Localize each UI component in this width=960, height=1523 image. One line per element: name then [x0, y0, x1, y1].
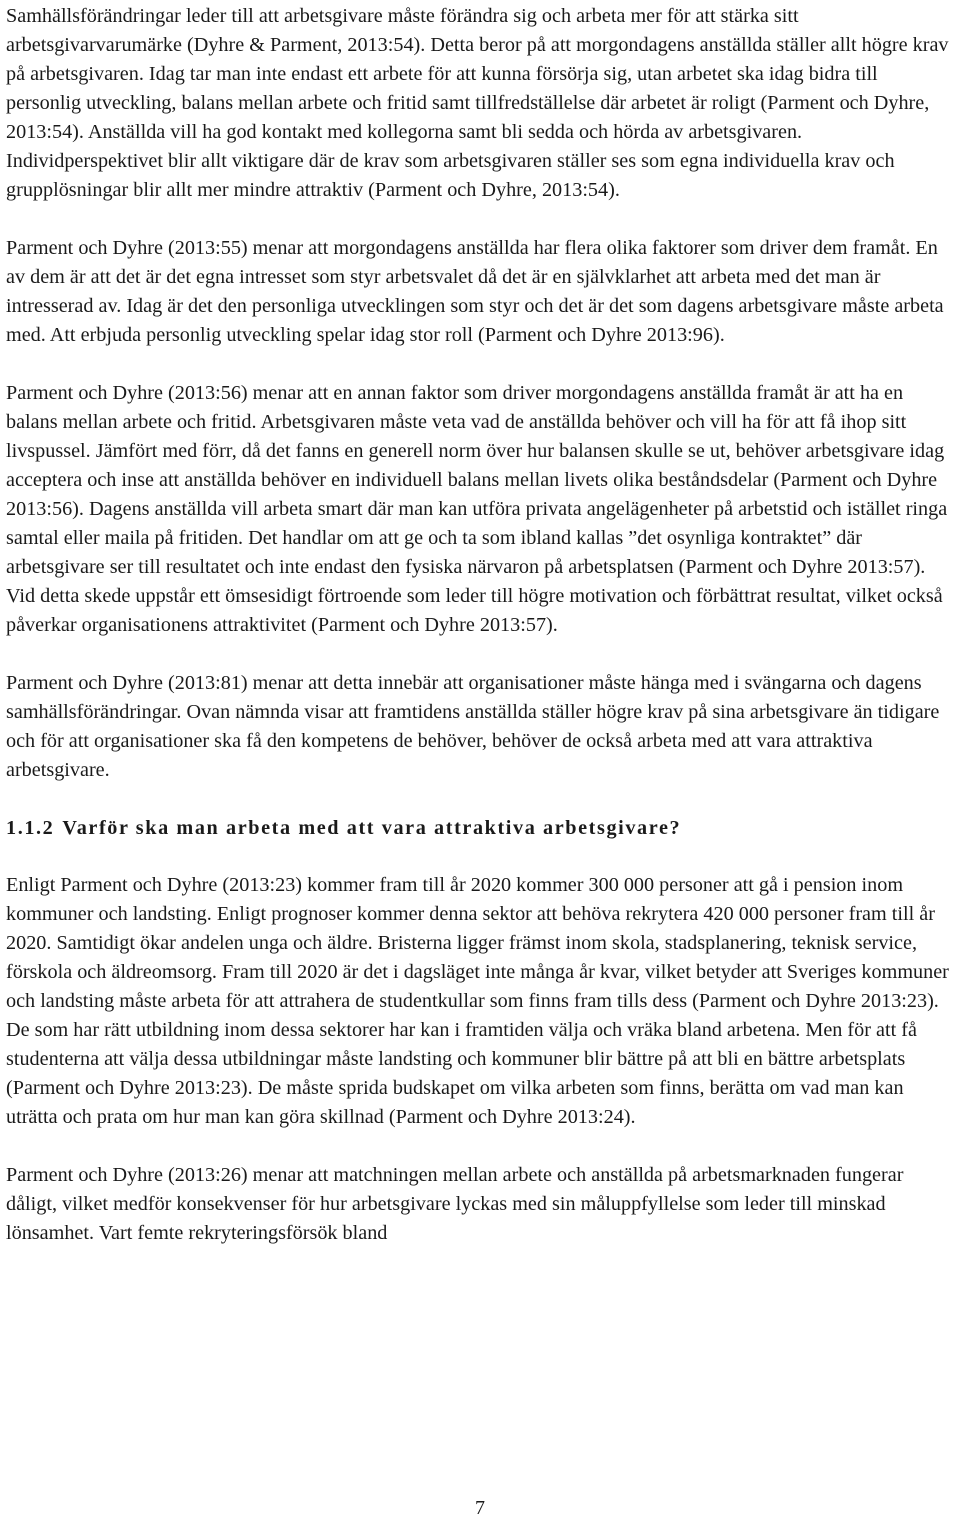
paragraph-5: Enligt Parment och Dyhre (2013:23) kommer fram till år 2020 kommer 300 000 personer att gå i pension inom kommuner och landsting. Enligt prognoser kommer denna sektor att behöva rekrytera 420 000 personer fram till år 2020. Samtidigt ökar andelen unga och äldre. Bristerna ligger främst inom skola, stadsplanering, teknisk service, förskola och äldreomsorg. Fram till 2020 är det i dagsläget inte många år kvar, vilket betyder att Sveriges kommuner och landsting måste arbeta för att attrahera de studentkullar som finns fram tills dess (Parment och Dyhre 2013:23). De som har rätt utbildning inom dessa sektorer har kan i framtiden välja och vräka bland arbetena. Men för att få studenterna att välja dessa utbildningar måste landsting och kommuner blir bättre på att bli en bättre arbetsplats (Parment och Dyhre 2013:23). De måste sprida budskapet om vilka arbeten som finns, berätta om vad man kan uträtta och prata om hur man kan göra skillnad (Parment och Dyhre 2013:24).: [6, 874, 949, 1128]
paragraph-2: Parment och Dyhre (2013:55) menar att morgondagens anställda har flera olika faktorer som driver dem framåt. En av dem är att det är det egna intresset som styr arbetsvalet då det är en självklarhet att arbeta med det man är intresserad av. Idag är det den personliga utvecklingen som styr och det är det som dagens arbetsgivare måste arbeta med. Att erbjuda personlig utveckling spelar idag stor roll (Parment och Dyhre 2013:96).: [6, 237, 944, 346]
page-number: 7: [475, 1497, 485, 1519]
paragraph-6: Parment och Dyhre (2013:26) menar att matchningen mellan arbete och anställda på arbetsmarknaden fungerar dåligt, vilket medför konsekvenser för hur arbetsgivare lyckas med sin måluppfyllelse som leder till minskad lönsamhet. Vart femte rekryteringsförsök bland: [6, 1164, 904, 1244]
section-heading: [6, 814, 956, 843]
paragraph-4: Parment och Dyhre (2013:81) menar att detta innebär att organisationer måste hänga med i svängarna och dagens samhällsförändringar. Ovan nämnda visar att framtidens anställda ställer högre krav på sina arbetsgivare än tidigare och för att organisationer ska få den kompetens de behöver, behöver de också arbeta med att vara attraktiva arbetsgivare.: [6, 672, 940, 781]
section-title: Varför ska man arbeta med att vara attraktiva arbetsgivare?: [62, 817, 682, 839]
paragraph-1: Samhällsförändringar leder till att arbetsgivare måste förändra sig och arbeta mer för att stärka sitt arbetsgivarvarumärke (Dyhre & Parment, 2013:54). Detta beror på att morgondagens anställda ställer allt högre krav på arbetsgivaren. Idag tar man inte endast ett arbete för att kunna försörja sig, utan arbetet ska idag bidra till personlig utveckling, balans mellan arbete och fritid samt tillfredställelse där arbetet är roligt (Parment och Dyhre, 2013:54). Anställda vill ha god kontakt med kollegorna samt bli sedda och hörda av arbetsgivaren. Individperspektivet blir allt viktigare där de krav som arbetsgivaren ställer ses som egna individuella krav och grupplösningar blir allt mer mindre attraktiv (Parment och Dyhre, 2013:54).: [6, 5, 949, 201]
section-number: 1.1.2: [6, 817, 55, 839]
paragraph-3: Parment och Dyhre (2013:56) menar att en annan faktor som driver morgondagens anställda framåt är att ha en balans mellan arbete och fritid. Arbetsgivaren måste veta vad de anställda behöver och vill ha för att få ihop sitt livspussel. Jämfört med förr, då det fanns en generell norm över hur balansen skulle se ut, behöver arbetsgivare idag acceptera och inse att anställda behöver en individuell balans mellan livets olika beståndsdelar (Parment och Dyhre 2013:56). Dagens anställda vill arbeta smart där man kan utföra privata angelägenheter på arbetstid och istället ringa samtal eller maila på fritiden. Det handlar om att ge och ta som ibland kallas ”det osynliga kontraktet” där arbetsgivare ser till resultatet och inte endast den fysiska närvaron på arbetsplatsen (Parment och Dyhre 2013:57). Vid detta skede uppstår ett ömsesidigt förtroende som leder till högre motivation och förbättrat resultat, vilket också påverkar organisationens attraktivitet (Parment och Dyhre 2013:57).: [6, 382, 948, 636]
